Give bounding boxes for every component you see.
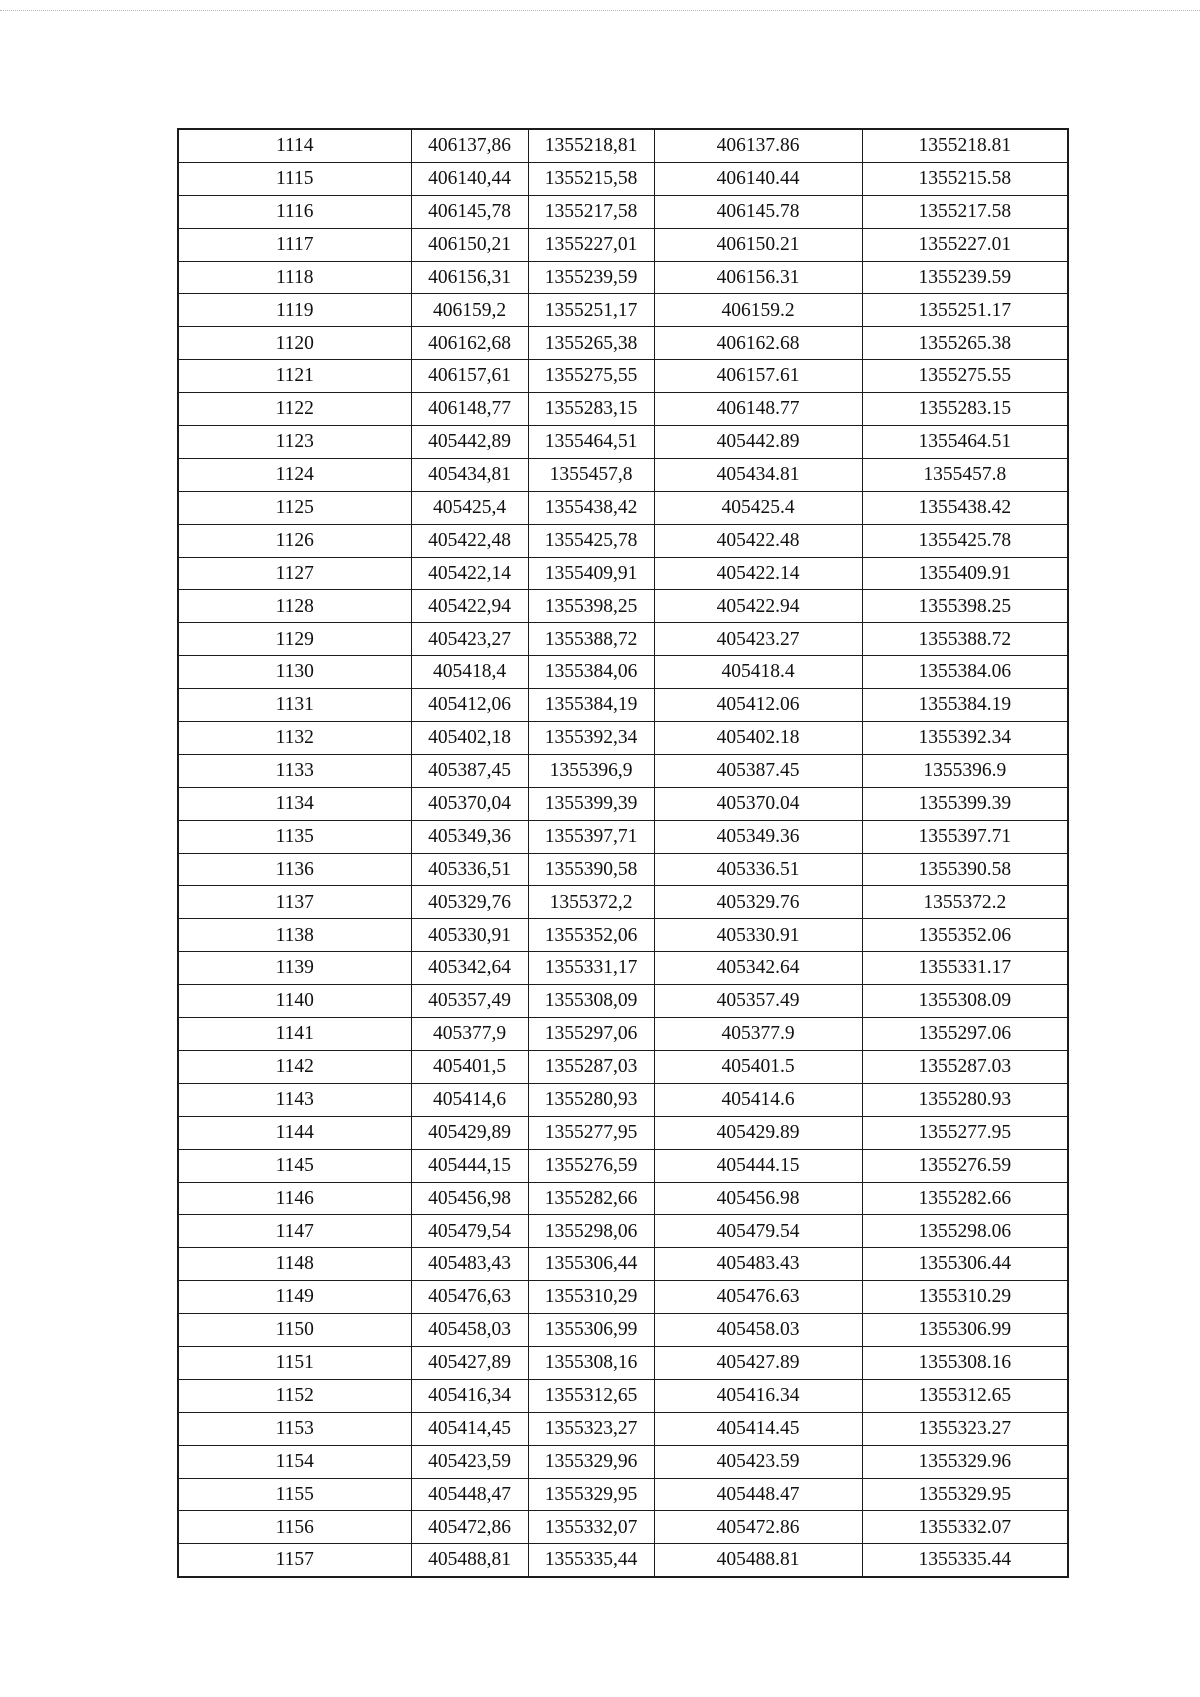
y-dot-cell: 1355297.06 xyxy=(862,1018,1068,1051)
point-number-cell: 1115 xyxy=(178,162,411,195)
point-number-cell: 1148 xyxy=(178,1248,411,1281)
y-dot-cell: 1355464.51 xyxy=(862,426,1068,459)
x-comma-cell: 405349,36 xyxy=(411,820,528,853)
x-comma-cell: 405370,04 xyxy=(411,787,528,820)
y-comma-cell: 1355388,72 xyxy=(528,623,654,656)
x-dot-cell: 405418.4 xyxy=(654,656,862,689)
x-comma-cell: 405479,54 xyxy=(411,1215,528,1248)
table-row xyxy=(178,294,1068,327)
y-comma-cell: 1355425,78 xyxy=(528,524,654,557)
y-comma-cell: 1355251,17 xyxy=(528,294,654,327)
y-comma-cell: 1355392,34 xyxy=(528,722,654,755)
point-number-cell: 1127 xyxy=(178,557,411,590)
x-comma-cell: 405336,51 xyxy=(411,853,528,886)
table-row xyxy=(178,228,1068,261)
y-dot-cell: 1355409.91 xyxy=(862,557,1068,590)
table-row xyxy=(178,1182,1068,1215)
table-row xyxy=(178,261,1068,294)
x-dot-cell: 405416.34 xyxy=(654,1379,862,1412)
x-comma-cell: 405456,98 xyxy=(411,1182,528,1215)
y-dot-cell: 1355308.16 xyxy=(862,1346,1068,1379)
point-number-cell: 1137 xyxy=(178,886,411,919)
x-comma-cell: 406140,44 xyxy=(411,162,528,195)
point-number-cell: 1131 xyxy=(178,689,411,722)
y-comma-cell: 1355352,06 xyxy=(528,919,654,952)
point-number-cell: 1124 xyxy=(178,458,411,491)
x-dot-cell: 406137.86 xyxy=(654,129,862,162)
x-comma-cell: 405357,49 xyxy=(411,985,528,1018)
y-comma-cell: 1355399,39 xyxy=(528,787,654,820)
y-comma-cell: 1355397,71 xyxy=(528,820,654,853)
y-comma-cell: 1355312,65 xyxy=(528,1379,654,1412)
x-comma-cell: 406150,21 xyxy=(411,228,528,261)
point-number-cell: 1145 xyxy=(178,1149,411,1182)
y-comma-cell: 1355306,99 xyxy=(528,1314,654,1347)
x-comma-cell: 405412,06 xyxy=(411,689,528,722)
point-number-cell: 1153 xyxy=(178,1412,411,1445)
y-dot-cell: 1355384.06 xyxy=(862,656,1068,689)
y-comma-cell: 1355298,06 xyxy=(528,1215,654,1248)
point-number-cell: 1121 xyxy=(178,360,411,393)
x-comma-cell: 405448,47 xyxy=(411,1478,528,1511)
y-dot-cell: 1355397.71 xyxy=(862,820,1068,853)
x-comma-cell: 405377,9 xyxy=(411,1018,528,1051)
x-dot-cell: 405422.48 xyxy=(654,524,862,557)
y-comma-cell: 1355438,42 xyxy=(528,491,654,524)
x-comma-cell: 405483,43 xyxy=(411,1248,528,1281)
point-number-cell: 1142 xyxy=(178,1050,411,1083)
x-dot-cell: 405423.27 xyxy=(654,623,862,656)
coordinates-table xyxy=(177,128,1069,1578)
table-row xyxy=(178,1478,1068,1511)
y-dot-cell: 1355282.66 xyxy=(862,1182,1068,1215)
y-dot-cell: 1355310.29 xyxy=(862,1281,1068,1314)
x-comma-cell: 406145,78 xyxy=(411,195,528,228)
point-number-cell: 1147 xyxy=(178,1215,411,1248)
table-row xyxy=(178,1346,1068,1379)
y-dot-cell: 1355280.93 xyxy=(862,1083,1068,1116)
point-number-cell: 1141 xyxy=(178,1018,411,1051)
table-row xyxy=(178,886,1068,919)
x-comma-cell: 405429,89 xyxy=(411,1116,528,1149)
x-dot-cell: 405479.54 xyxy=(654,1215,862,1248)
table-row xyxy=(178,393,1068,426)
point-number-cell: 1154 xyxy=(178,1445,411,1478)
table-row xyxy=(178,1314,1068,1347)
y-dot-cell: 1355239.59 xyxy=(862,261,1068,294)
y-comma-cell: 1355323,27 xyxy=(528,1412,654,1445)
y-dot-cell: 1355308.09 xyxy=(862,985,1068,1018)
point-number-cell: 1138 xyxy=(178,919,411,952)
y-comma-cell: 1355331,17 xyxy=(528,952,654,985)
x-comma-cell: 405444,15 xyxy=(411,1149,528,1182)
y-dot-cell: 1355323.27 xyxy=(862,1412,1068,1445)
x-comma-cell: 405488,81 xyxy=(411,1544,528,1577)
table-row xyxy=(178,1083,1068,1116)
x-dot-cell: 405488.81 xyxy=(654,1544,862,1577)
x-dot-cell: 405377.9 xyxy=(654,1018,862,1051)
y-comma-cell: 1355276,59 xyxy=(528,1149,654,1182)
x-dot-cell: 405429.89 xyxy=(654,1116,862,1149)
x-dot-cell: 406162.68 xyxy=(654,327,862,360)
y-comma-cell: 1355384,19 xyxy=(528,689,654,722)
point-number-cell: 1123 xyxy=(178,426,411,459)
x-dot-cell: 406150.21 xyxy=(654,228,862,261)
y-comma-cell: 1355384,06 xyxy=(528,656,654,689)
x-dot-cell: 405472.86 xyxy=(654,1511,862,1544)
y-comma-cell: 1355310,29 xyxy=(528,1281,654,1314)
point-number-cell: 1151 xyxy=(178,1346,411,1379)
x-comma-cell: 405387,45 xyxy=(411,754,528,787)
y-comma-cell: 1355390,58 xyxy=(528,853,654,886)
x-comma-cell: 405402,18 xyxy=(411,722,528,755)
x-comma-cell: 405422,94 xyxy=(411,590,528,623)
table-row xyxy=(178,129,1068,162)
y-dot-cell: 1355457.8 xyxy=(862,458,1068,491)
x-comma-cell: 406156,31 xyxy=(411,261,528,294)
point-number-cell: 1139 xyxy=(178,952,411,985)
y-comma-cell: 1355265,38 xyxy=(528,327,654,360)
x-dot-cell: 405349.36 xyxy=(654,820,862,853)
y-comma-cell: 1355287,03 xyxy=(528,1050,654,1083)
x-dot-cell: 405458.03 xyxy=(654,1314,862,1347)
table-row xyxy=(178,1116,1068,1149)
y-comma-cell: 1355227,01 xyxy=(528,228,654,261)
point-number-cell: 1135 xyxy=(178,820,411,853)
y-comma-cell: 1355409,91 xyxy=(528,557,654,590)
x-dot-cell: 406156.31 xyxy=(654,261,862,294)
x-dot-cell: 405476.63 xyxy=(654,1281,862,1314)
scan-top-edge xyxy=(0,10,1200,11)
x-comma-cell: 405423,27 xyxy=(411,623,528,656)
point-number-cell: 1119 xyxy=(178,294,411,327)
point-number-cell: 1152 xyxy=(178,1379,411,1412)
table-row xyxy=(178,1379,1068,1412)
y-dot-cell: 1355276.59 xyxy=(862,1149,1068,1182)
x-comma-cell: 405414,6 xyxy=(411,1083,528,1116)
x-dot-cell: 405414.45 xyxy=(654,1412,862,1445)
y-comma-cell: 1355297,06 xyxy=(528,1018,654,1051)
table-row xyxy=(178,623,1068,656)
y-dot-cell: 1355227.01 xyxy=(862,228,1068,261)
x-comma-cell: 405416,34 xyxy=(411,1379,528,1412)
table-row xyxy=(178,458,1068,491)
x-comma-cell: 405423,59 xyxy=(411,1445,528,1478)
x-comma-cell: 406159,2 xyxy=(411,294,528,327)
table-row xyxy=(178,491,1068,524)
y-dot-cell: 1355306.44 xyxy=(862,1248,1068,1281)
x-dot-cell: 406148.77 xyxy=(654,393,862,426)
x-comma-cell: 406137,86 xyxy=(411,129,528,162)
y-dot-cell: 1355306.99 xyxy=(862,1314,1068,1347)
point-number-cell: 1149 xyxy=(178,1281,411,1314)
point-number-cell: 1136 xyxy=(178,853,411,886)
x-dot-cell: 405425.4 xyxy=(654,491,862,524)
point-number-cell: 1125 xyxy=(178,491,411,524)
y-comma-cell: 1355282,66 xyxy=(528,1182,654,1215)
y-comma-cell: 1355217,58 xyxy=(528,195,654,228)
point-number-cell: 1155 xyxy=(178,1478,411,1511)
y-comma-cell: 1355275,55 xyxy=(528,360,654,393)
point-number-cell: 1114 xyxy=(178,129,411,162)
x-dot-cell: 405370.04 xyxy=(654,787,862,820)
x-dot-cell: 405444.15 xyxy=(654,1149,862,1182)
x-comma-cell: 405414,45 xyxy=(411,1412,528,1445)
x-dot-cell: 405357.49 xyxy=(654,985,862,1018)
x-comma-cell: 405458,03 xyxy=(411,1314,528,1347)
table-row xyxy=(178,1050,1068,1083)
y-dot-cell: 1355399.39 xyxy=(862,787,1068,820)
table-row xyxy=(178,853,1068,886)
y-dot-cell: 1355388.72 xyxy=(862,623,1068,656)
y-comma-cell: 1355218,81 xyxy=(528,129,654,162)
point-number-cell: 1134 xyxy=(178,787,411,820)
x-comma-cell: 405418,4 xyxy=(411,656,528,689)
x-comma-cell: 406148,77 xyxy=(411,393,528,426)
x-comma-cell: 405472,86 xyxy=(411,1511,528,1544)
table-row xyxy=(178,1445,1068,1478)
table-row xyxy=(178,1149,1068,1182)
point-number-cell: 1143 xyxy=(178,1083,411,1116)
x-comma-cell: 405330,91 xyxy=(411,919,528,952)
x-comma-cell: 405442,89 xyxy=(411,426,528,459)
y-comma-cell: 1355332,07 xyxy=(528,1511,654,1544)
y-dot-cell: 1355335.44 xyxy=(862,1544,1068,1577)
y-comma-cell: 1355329,96 xyxy=(528,1445,654,1478)
table-row xyxy=(178,426,1068,459)
y-dot-cell: 1355218.81 xyxy=(862,129,1068,162)
table-row xyxy=(178,1511,1068,1544)
table-row xyxy=(178,1215,1068,1248)
point-number-cell: 1150 xyxy=(178,1314,411,1347)
point-number-cell: 1133 xyxy=(178,754,411,787)
y-dot-cell: 1355329.95 xyxy=(862,1478,1068,1511)
x-dot-cell: 406159.2 xyxy=(654,294,862,327)
y-dot-cell: 1355287.03 xyxy=(862,1050,1068,1083)
y-dot-cell: 1355332.07 xyxy=(862,1511,1068,1544)
x-dot-cell: 405422.94 xyxy=(654,590,862,623)
x-comma-cell: 405329,76 xyxy=(411,886,528,919)
table-row xyxy=(178,754,1068,787)
x-dot-cell: 405427.89 xyxy=(654,1346,862,1379)
y-comma-cell: 1355308,16 xyxy=(528,1346,654,1379)
x-comma-cell: 405434,81 xyxy=(411,458,528,491)
x-dot-cell: 405456.98 xyxy=(654,1182,862,1215)
point-number-cell: 1128 xyxy=(178,590,411,623)
x-dot-cell: 405336.51 xyxy=(654,853,862,886)
table-row xyxy=(178,360,1068,393)
y-dot-cell: 1355329.96 xyxy=(862,1445,1068,1478)
y-dot-cell: 1355283.15 xyxy=(862,393,1068,426)
x-dot-cell: 406157.61 xyxy=(654,360,862,393)
table-row xyxy=(178,919,1068,952)
x-comma-cell: 406157,61 xyxy=(411,360,528,393)
y-dot-cell: 1355331.17 xyxy=(862,952,1068,985)
y-dot-cell: 1355215.58 xyxy=(862,162,1068,195)
y-dot-cell: 1355265.38 xyxy=(862,327,1068,360)
x-dot-cell: 406140.44 xyxy=(654,162,862,195)
point-number-cell: 1132 xyxy=(178,722,411,755)
y-comma-cell: 1355464,51 xyxy=(528,426,654,459)
x-comma-cell: 405427,89 xyxy=(411,1346,528,1379)
table-row xyxy=(178,689,1068,722)
y-dot-cell: 1355384.19 xyxy=(862,689,1068,722)
y-comma-cell: 1355280,93 xyxy=(528,1083,654,1116)
table-row xyxy=(178,557,1068,590)
y-comma-cell: 1355457,8 xyxy=(528,458,654,491)
y-dot-cell: 1355275.55 xyxy=(862,360,1068,393)
y-dot-cell: 1355372.2 xyxy=(862,886,1068,919)
point-number-cell: 1157 xyxy=(178,1544,411,1577)
table-row xyxy=(178,985,1068,1018)
table-row xyxy=(178,1544,1068,1577)
y-comma-cell: 1355239,59 xyxy=(528,261,654,294)
y-dot-cell: 1355352.06 xyxy=(862,919,1068,952)
x-dot-cell: 405483.43 xyxy=(654,1248,862,1281)
point-number-cell: 1130 xyxy=(178,656,411,689)
table-row xyxy=(178,1018,1068,1051)
y-dot-cell: 1355251.17 xyxy=(862,294,1068,327)
y-comma-cell: 1355215,58 xyxy=(528,162,654,195)
x-dot-cell: 405330.91 xyxy=(654,919,862,952)
point-number-cell: 1144 xyxy=(178,1116,411,1149)
x-dot-cell: 405422.14 xyxy=(654,557,862,590)
x-dot-cell: 405414.6 xyxy=(654,1083,862,1116)
y-comma-cell: 1355372,2 xyxy=(528,886,654,919)
table-row xyxy=(178,195,1068,228)
table-row xyxy=(178,722,1068,755)
x-dot-cell: 405448.47 xyxy=(654,1478,862,1511)
y-dot-cell: 1355312.65 xyxy=(862,1379,1068,1412)
table-row xyxy=(178,656,1068,689)
y-dot-cell: 1355398.25 xyxy=(862,590,1068,623)
table-row xyxy=(178,1412,1068,1445)
y-comma-cell: 1355396,9 xyxy=(528,754,654,787)
x-comma-cell: 405401,5 xyxy=(411,1050,528,1083)
x-dot-cell: 405342.64 xyxy=(654,952,862,985)
y-dot-cell: 1355390.58 xyxy=(862,853,1068,886)
point-number-cell: 1120 xyxy=(178,327,411,360)
x-dot-cell: 405423.59 xyxy=(654,1445,862,1478)
point-number-cell: 1118 xyxy=(178,261,411,294)
y-dot-cell: 1355438.42 xyxy=(862,491,1068,524)
y-dot-cell: 1355298.06 xyxy=(862,1215,1068,1248)
y-dot-cell: 1355217.58 xyxy=(862,195,1068,228)
table-row xyxy=(178,820,1068,853)
x-dot-cell: 405387.45 xyxy=(654,754,862,787)
point-number-cell: 1116 xyxy=(178,195,411,228)
x-dot-cell: 405412.06 xyxy=(654,689,862,722)
x-dot-cell: 406145.78 xyxy=(654,195,862,228)
x-dot-cell: 405442.89 xyxy=(654,426,862,459)
table-row xyxy=(178,327,1068,360)
point-number-cell: 1129 xyxy=(178,623,411,656)
x-comma-cell: 405422,14 xyxy=(411,557,528,590)
y-dot-cell: 1355396.9 xyxy=(862,754,1068,787)
y-dot-cell: 1355277.95 xyxy=(862,1116,1068,1149)
coordinates-table-body xyxy=(178,129,1068,1577)
x-comma-cell: 405425,4 xyxy=(411,491,528,524)
point-number-cell: 1140 xyxy=(178,985,411,1018)
y-comma-cell: 1355398,25 xyxy=(528,590,654,623)
x-dot-cell: 405329.76 xyxy=(654,886,862,919)
x-comma-cell: 405342,64 xyxy=(411,952,528,985)
x-dot-cell: 405402.18 xyxy=(654,722,862,755)
x-comma-cell: 406162,68 xyxy=(411,327,528,360)
table-row xyxy=(178,162,1068,195)
y-comma-cell: 1355329,95 xyxy=(528,1478,654,1511)
x-dot-cell: 405401.5 xyxy=(654,1050,862,1083)
y-comma-cell: 1355308,09 xyxy=(528,985,654,1018)
point-number-cell: 1156 xyxy=(178,1511,411,1544)
table-row xyxy=(178,524,1068,557)
x-dot-cell: 405434.81 xyxy=(654,458,862,491)
table-row xyxy=(178,787,1068,820)
y-comma-cell: 1355283,15 xyxy=(528,393,654,426)
point-number-cell: 1122 xyxy=(178,393,411,426)
table-row xyxy=(178,1248,1068,1281)
table-row xyxy=(178,590,1068,623)
table-row xyxy=(178,1281,1068,1314)
y-dot-cell: 1355425.78 xyxy=(862,524,1068,557)
y-comma-cell: 1355335,44 xyxy=(528,1544,654,1577)
y-comma-cell: 1355277,95 xyxy=(528,1116,654,1149)
y-comma-cell: 1355306,44 xyxy=(528,1248,654,1281)
table-row xyxy=(178,952,1068,985)
point-number-cell: 1126 xyxy=(178,524,411,557)
x-comma-cell: 405422,48 xyxy=(411,524,528,557)
point-number-cell: 1146 xyxy=(178,1182,411,1215)
y-dot-cell: 1355392.34 xyxy=(862,722,1068,755)
point-number-cell: 1117 xyxy=(178,228,411,261)
x-comma-cell: 405476,63 xyxy=(411,1281,528,1314)
